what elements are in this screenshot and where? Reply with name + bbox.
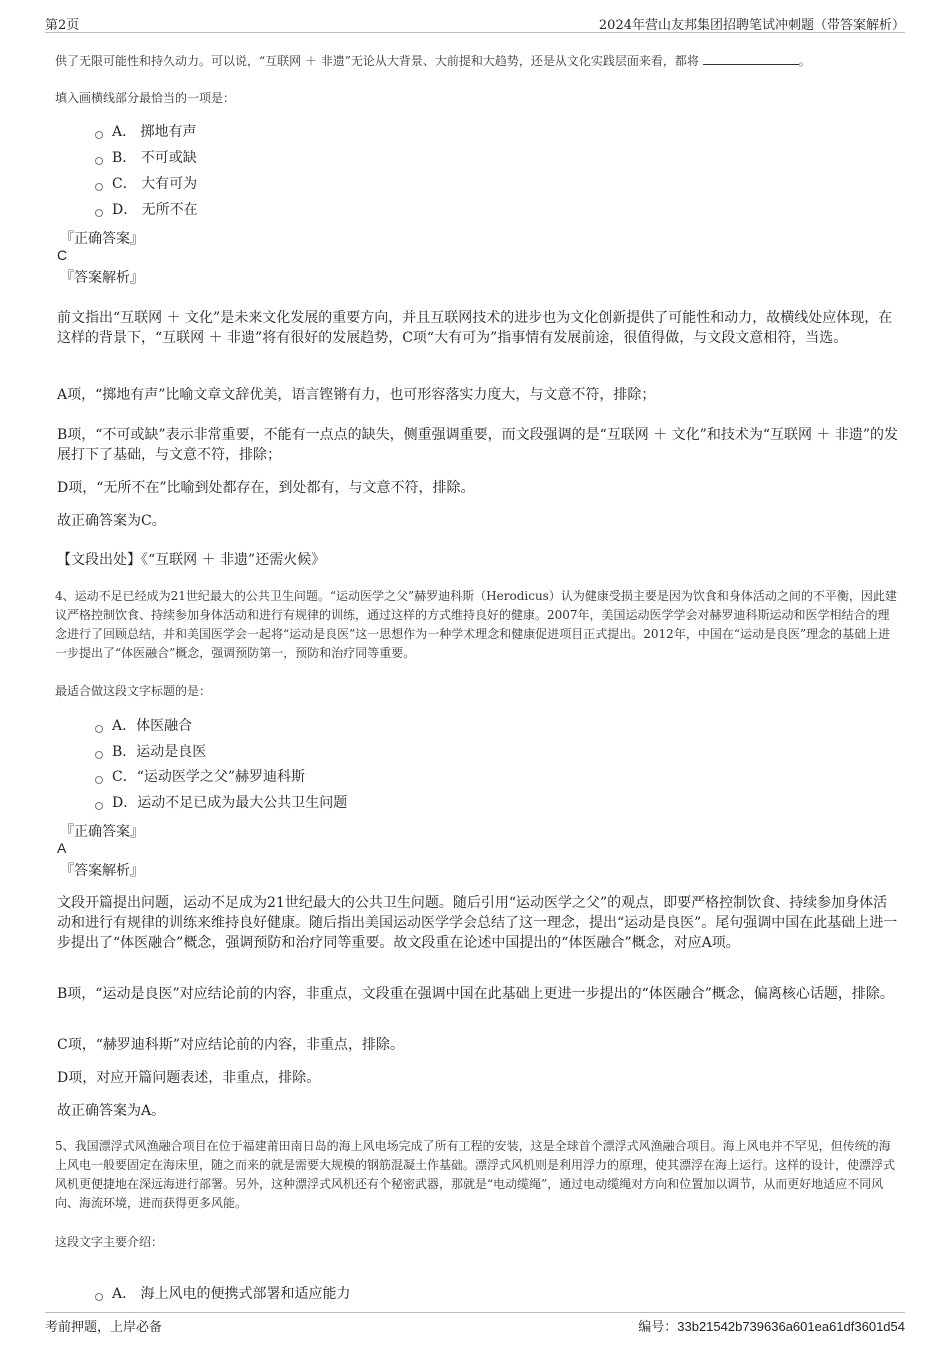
radio-icon[interactable] — [95, 209, 103, 217]
page-header — [45, 12, 905, 33]
q4-option-b[interactable]: B．运动是良医 — [95, 742, 206, 762]
q4-analysis-para: C项，“赫罗迪科斯”对应结论前的内容，非重点，排除。 — [57, 1037, 405, 1053]
q3-analysis-para: B项，“不可或缺”表示非常重要，不能有一点点的缺失，侧重强调重要，而文段强调的是“互联网 ＋ 文化”和技术为“互联网 ＋ 非遗”的发展打下了基础，与文意不符，排除； — [57, 427, 899, 463]
q4-stem: 4、运动不足已经成为21世纪最大的公共卫生问题。“运动医学之父”赫罗迪科斯（Herodicus）认为健康受损主要是因为饮食和身体活动之间的不平衡，因此建议严格控制饮食、持续参加身体活动和进行有规律的训练，通过这样的方式维持良好的健康。2007年，美国运动医学学会对赫罗迪科斯运动和医学相结合的理念进行了回顾总结，并和美国医学会一起将“运动是良医”这一思想作为一种学术理念和健康促进项目正式提出。2012年，中国在“运动是良医”理念的基础上进一步提出了“体医融合”概念，强调预防第一，预防和治疗同等重要。 — [55, 589, 897, 660]
radio-icon[interactable] — [95, 1293, 103, 1301]
q3-analysis-para: A项，“掷地有声”比喻文章文辞优美，语言铿锵有力，也可形容落实力度大，与文意不符，排除； — [57, 387, 656, 403]
q5-stem: 5、我国漂浮式风渔融合项目在位于福建莆田南日岛的海上风电场完成了所有工程的安装，这是全球首个漂浮式风渔融合项目。海上风电并不罕见，但传统的海上风电一般要固定在海床里，随之而来的就是需要大规模的钢筋混凝土作基础。漂浮式风机则是利用浮力的原理，使其漂浮在海上运行。这样的设计，使漂浮式风机更便捷地在深远海进行部署。另外，这种漂浮式风机还有个秘密武器，那就是“电动缆绳”，通过电动缆绳对方向和位置加以调节，从而更好地适应不同风向、海流环境，进而获得更多风能。 — [55, 1139, 896, 1210]
q3-analysis-label: 『答案解析』 — [60, 270, 144, 286]
radio-icon[interactable] — [95, 725, 103, 733]
q4-answer: A — [57, 840, 67, 856]
radio-icon[interactable] — [95, 776, 103, 784]
q4-option-c[interactable]: C．“运动医学之父”赫罗迪科斯 — [95, 767, 305, 787]
q4-analysis-para: 文段开篇提出问题，运动不足成为21世纪最大的公共卫生问题。随后引用“运动医学之父”的观点，即要严格控制饮食、持续参加身体活动和进行有规律的训练来维持良好健康。随后指出美国运动医学学会总结了这一理念，提出“运动是良医”。尾句强调中国在此基础上进一步提出了“体医融合”概念，强调预防和治疗同等重要。故文段重在论述中国提出的“体医融合”概念，对应A项。 — [57, 895, 898, 951]
answer-blank — [703, 52, 799, 65]
q3-analysis-para: D项，“无所不在”比喻到处都存在，到处都有，与文意不符，排除。 — [57, 480, 475, 496]
q4-option-d[interactable]: D．运动不足已成为最大公共卫生问题 — [95, 793, 347, 813]
q3-stem: 供了无限可能性和持久动力。可以说，“互联网 ＋ 非遗”无论从大背景、大前提和大趋势，还是从文化实践层面来看，都将 。 — [55, 54, 811, 68]
q4-analysis-para: B项，“运动是良医”对应结论前的内容，非重点，文段重在强调中国在此基础上更进一步提出的“体医融合”概念，偏离核心话题，排除。 — [57, 986, 894, 1002]
q3-analysis-para: 故正确答案为C。 — [57, 513, 166, 529]
radio-icon[interactable] — [95, 157, 103, 165]
q4-analysis-para: 故正确答案为A。 — [57, 1103, 166, 1119]
q3-analysis-para: 前文指出“互联网 ＋ 文化”是未来文化发展的重要方向，并且互联网技术的进步也为文化创新提供了可能性和动力，故横线处应体现，在这样的背景下，“互联网 ＋ 非遗”将有很好的发展趋势，C项“大有可为”指事情有发展前途，很值得做，与文段文意相符，当选。 — [57, 310, 893, 346]
footer-code — [638, 1316, 905, 1335]
radio-icon[interactable] — [95, 751, 103, 759]
q3-source: 【文段出处】《“互联网 ＋ 非遗”还需火候》 — [57, 552, 326, 568]
document-title: 2024年营山友邦集团招聘笔试冲刺题（带答案解析） — [598, 18, 905, 33]
q5-option-a[interactable]: A． 海上风电的便携式部署和适应能力 — [95, 1284, 351, 1304]
q4-answer-label: 『正确答案』 — [60, 824, 144, 840]
q3-prompt: 填入画横线部分最恰当的一项是： — [55, 91, 236, 105]
q3-option-c[interactable]: C． 大有可为 — [95, 174, 197, 194]
page-number: 第2页 — [45, 18, 80, 33]
q3-answer-label: 『正确答案』 — [60, 231, 144, 247]
q4-analysis-label: 『答案解析』 — [60, 863, 144, 879]
q3-option-d[interactable]: D． 无所不在 — [95, 200, 198, 220]
q3-option-a[interactable]: A． 掷地有声 — [95, 122, 197, 142]
footer-slogan: 考前押题，上岸必备 — [45, 1320, 163, 1335]
code-label: 编号： — [638, 1320, 678, 1335]
q4-option-a[interactable]: A．体医融合 — [95, 716, 192, 736]
page-footer — [45, 1312, 905, 1333]
code-value: 33b21542b739636a601ea61df3601d54 — [677, 1319, 905, 1334]
q3-option-b[interactable]: B． 不可或缺 — [95, 148, 197, 168]
q5-prompt: 这段文字主要介绍： — [55, 1235, 164, 1249]
q3-answer: C — [57, 247, 68, 263]
radio-icon[interactable] — [95, 802, 103, 810]
radio-icon[interactable] — [95, 131, 103, 139]
q4-analysis-para: D项，对应开篇问题表述，非重点，排除。 — [57, 1070, 321, 1086]
q4-prompt: 最适合做这段文字标题的是： — [55, 684, 212, 698]
radio-icon[interactable] — [95, 183, 103, 191]
